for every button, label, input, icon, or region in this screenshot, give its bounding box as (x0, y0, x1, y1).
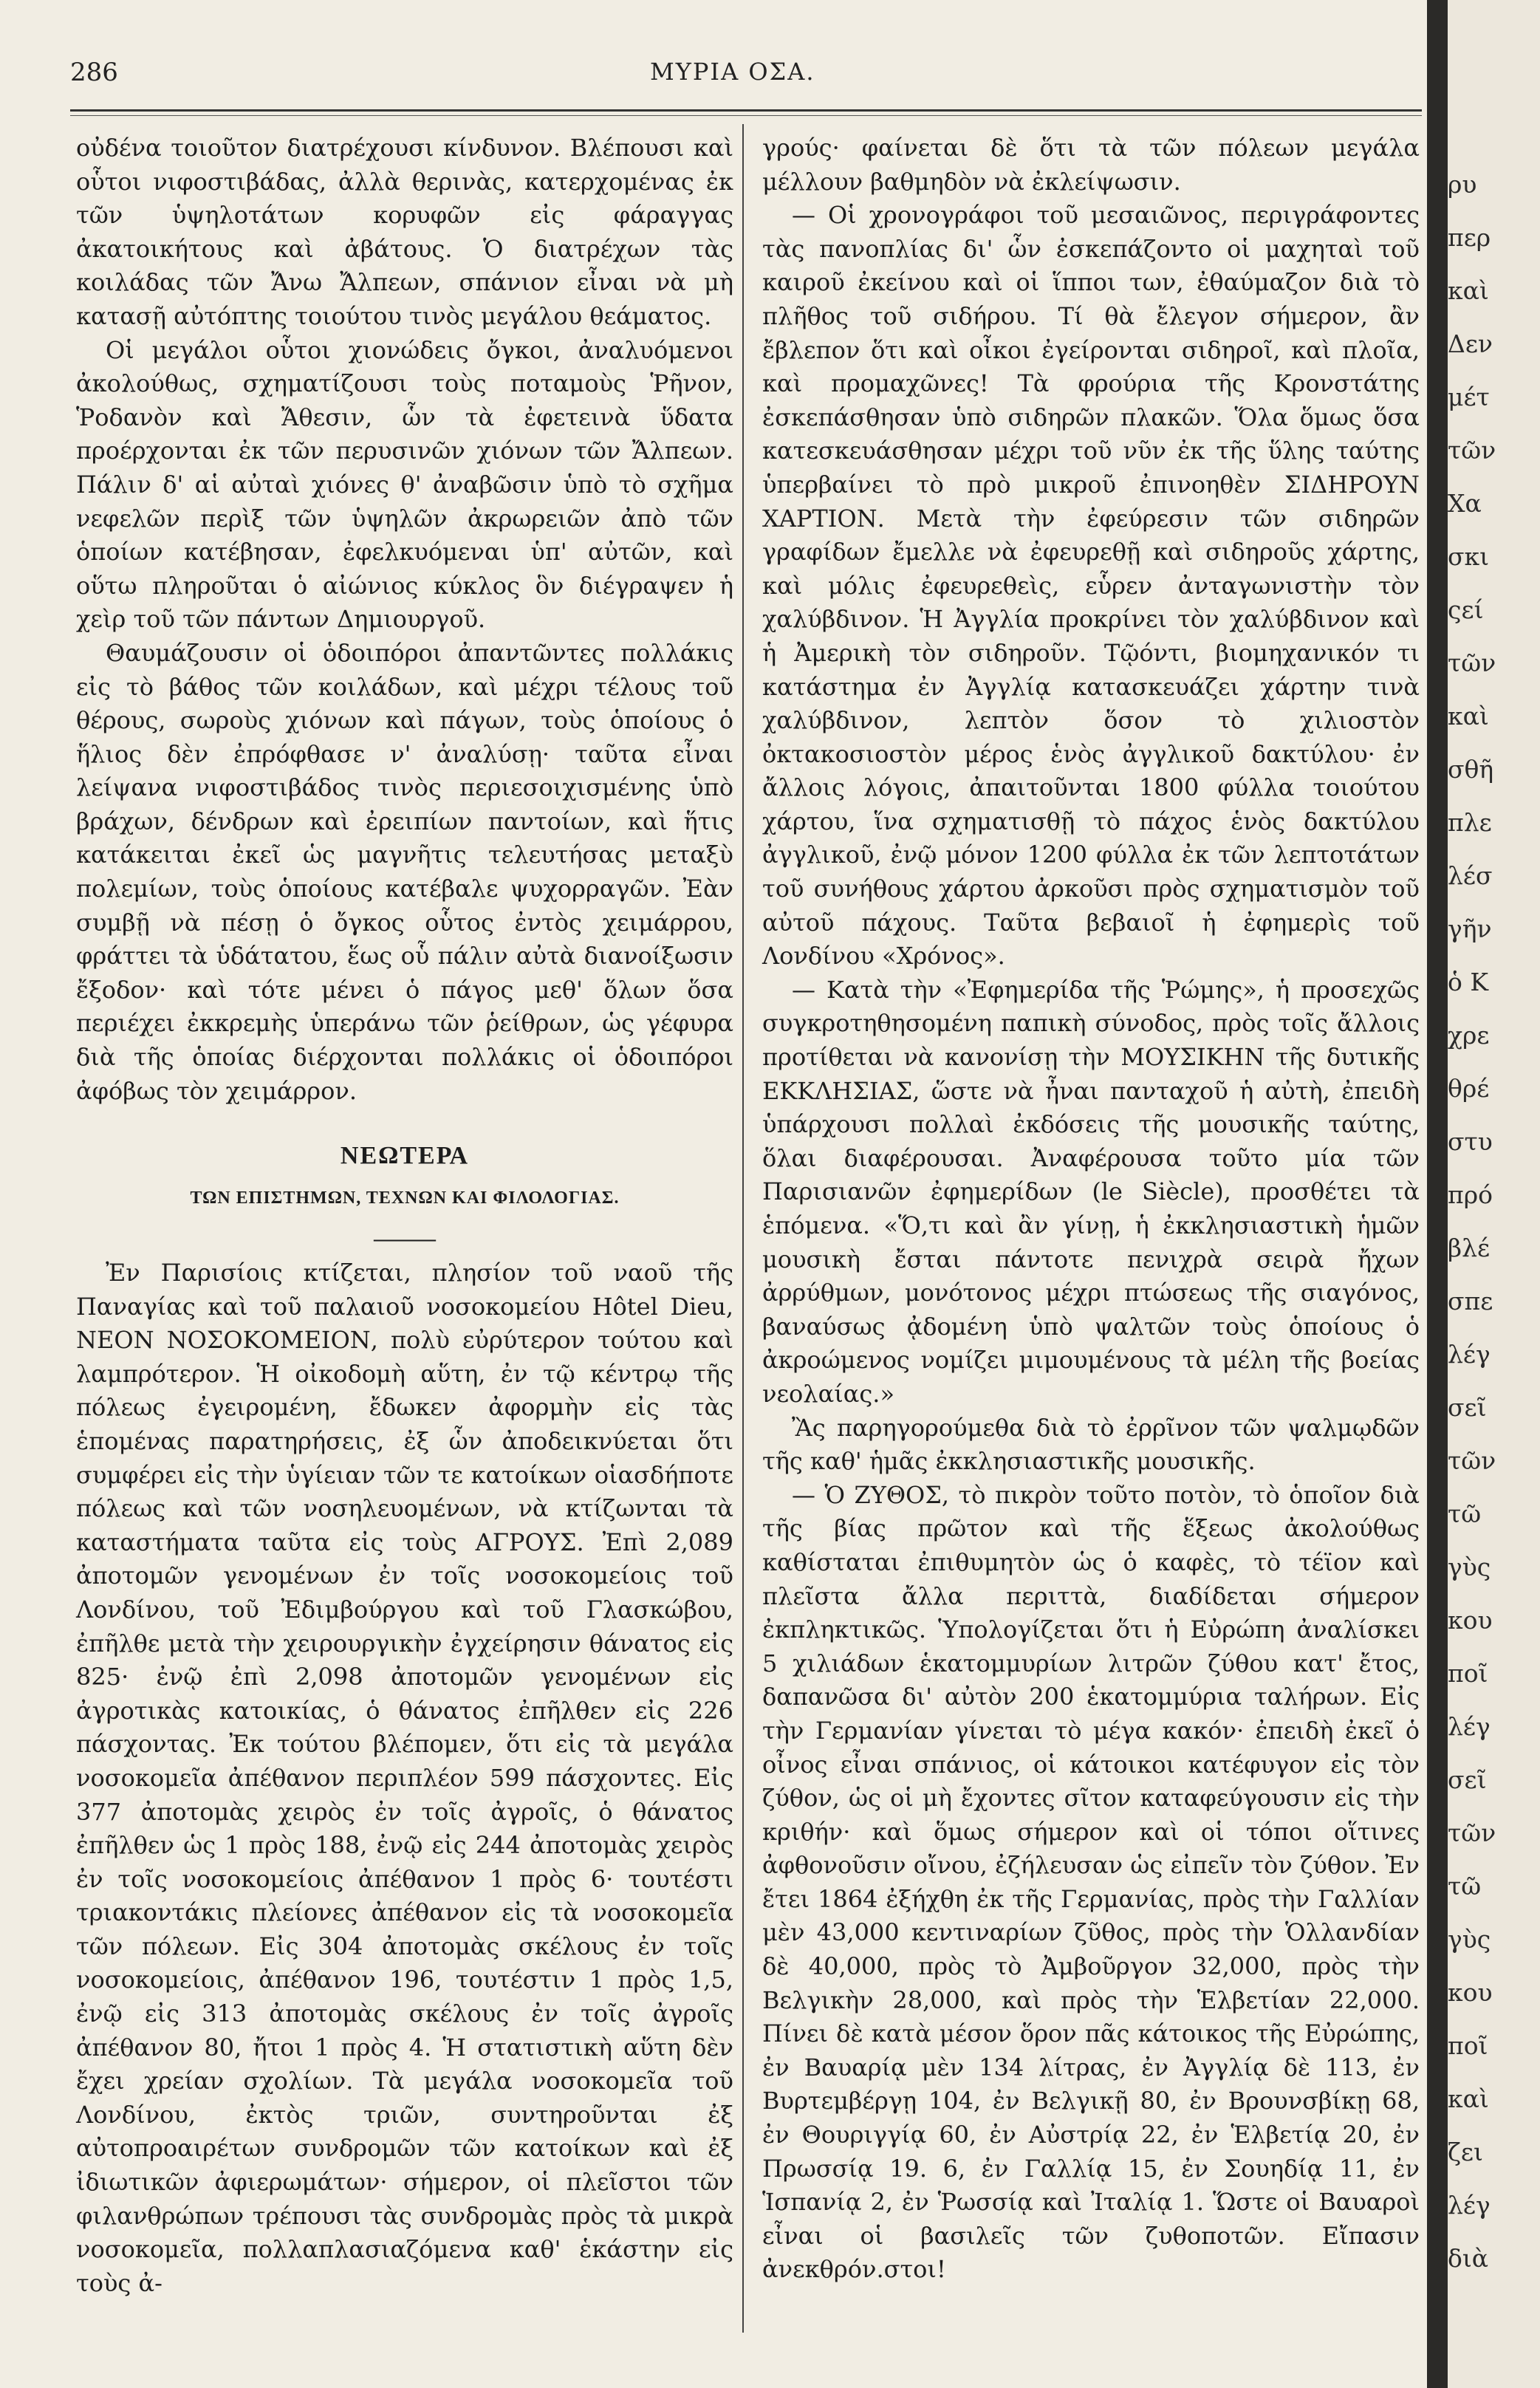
next-page-fragment: ςεί (1448, 595, 1484, 624)
paragraph: — Ὁ ΖΥΘΟΣ, τὸ πικρὸν τοῦτο ποτὸν, τὸ ὁποῖον διὰ τῆς βίας πρῶτον καὶ τῆς ἕξεως ἀκολούθως καθίσταται ἐπιθυμητὸν ὡς ὁ καφὲς, τὸ τέϊον καὶ πλεῖστα ἄλλα περιττὰ, διαδίδεται σήμερον ἐκπληκτικῶς. Ὑπολογίζεται ὅτι ἡ Εὐρώπη ἀναλίσκει 5 χιλιάδων ἑκατομμυρίων λιτρῶν ζύθου κατ' ἔτος, δαπανῶσα δι' αὐτὸν 200 ἑκατομμύρια ταλήρων. Εἰς τὴν Γερμανίαν γίνεται τὸ μέγα κακόν· ἐπειδὴ ἐκεῖ ὁ οἶνος εἶναι σπάνιος, οἱ κάτοικοι κατέφυγον εἰς τὸν ζύθον, ὡς οἱ μὴ ἔχοντες σῖτον καταφεύγουσιν εἰς τὴν κριθήν· καὶ ὅμως σήμερον καὶ οἱ τόποι οἵτινες ἀφθονοῦσιν οἴνου, ἐζήλευσαν ὡς εἰπεῖν τὸν ζύθον. Ἐν ἔτει 1864 ἐξήχθη ἐκ τῆς Γερμανίας, πρὸς τὴν Γαλλίαν μὲν 43,000 κεντιναρίων ζῦθος, πρὸς τὴν Ὁλλανδίαν δὲ 40,000, πρὸς τὸ Ἀμβοῦργον 32,000, πρὸς τὴν Βελγικὴν 28,000, καὶ πρὸς τὴν Ἑλβετίαν 22,000. Πίνει δὲ κατὰ μέσον ὅρον πᾶς κάτοικος τῆς Εὐρώπης, ἐν Βαυαρίᾳ μὲν 134 λίτρας, ἐν Ἀγγλίᾳ δὲ 113, ἐν Βυρτεμβέργῃ 104, ἐν Βελγικῇ 80, ἐν Βρουνσβίκῃ 68, ἐν Θουριγγίᾳ 60, ἐν Αὐστρίᾳ 22, ἐν Ἑλβετίᾳ 20, ἐν Πρωσσίᾳ 19. 6, ἐν Γαλλίᾳ 15, ἐν Σουηδίᾳ 11, ἐν Ἱσπανίᾳ 2, ἐν Ῥωσσίᾳ καὶ Ἰταλίᾳ 1. Ὥστε οἱ Βαυαροὶ εἶναι οἱ βασιλεῖς τῶν ζυθοποτῶν. Εἴπασιν ἀνεκθρόν.στοι! (762, 1480, 1420, 2284)
next-page-fragment: Χα (1448, 489, 1482, 518)
next-page-fragment: διὰ (1448, 2244, 1489, 2273)
next-page-fragment: πλε (1448, 808, 1492, 837)
next-page-fragment: τῶν (1448, 1819, 1496, 1847)
next-page-edge (1448, 0, 1540, 2388)
next-page-fragment: χρε (1448, 1021, 1490, 1050)
paragraph: Ἂς παρηγορούμεθα διὰ τὸ ἐρρῖνον τῶν ψαλμῳδῶν τῆς καθ' ἡμᾶς ἐκκλησιαστικῆς μουσικῆς. (762, 1413, 1420, 1476)
next-page-fragment: πρό (1448, 1180, 1493, 1209)
page-number: 286 (70, 58, 118, 87)
section-title: ΝΕΩΤΕΡΑ (340, 1142, 470, 1170)
page-gutter (1427, 0, 1448, 2388)
next-page-fragment: λέσ (1448, 861, 1493, 890)
next-page-fragment: περ (1448, 223, 1491, 252)
next-page-fragment: λέγ (1448, 1340, 1491, 1369)
section-heading (76, 1139, 733, 1256)
next-page-fragment: σπε (1448, 1287, 1493, 1316)
section-separator: ——— (374, 1228, 436, 1251)
next-page-fragment: γὺς (1448, 1925, 1491, 1954)
right-column (762, 131, 1420, 2287)
next-page-fragment: καὶ (1448, 276, 1489, 305)
next-page-fragment: τῶ (1448, 1499, 1482, 1528)
next-page-fragment: κου (1448, 1606, 1493, 1635)
next-page-fragment: λέγ (1448, 1712, 1491, 1741)
next-page-fragment: κου (1448, 1978, 1493, 2007)
page-header (70, 58, 1474, 95)
section-subtitle: ΤΩΝ ΕΠΙΣΤΗΜΩΝ, ΤΕΧΝΩΝ ΚΑΙ ΦΙΛΟΛΟΓΙΑΣ. (190, 1188, 620, 1208)
next-page-fragment: σκι (1448, 542, 1490, 571)
next-page-fragment: στυ (1448, 1127, 1493, 1156)
next-page-fragment: ρυ (1448, 170, 1477, 199)
next-page-fragment: τῶ (1448, 1872, 1482, 1901)
left-column (76, 131, 733, 2300)
running-title: ΜΥΡΙΑ ΟΣΑ. (650, 58, 815, 86)
next-page-fragment: ὁ Κ (1448, 968, 1489, 996)
next-page-fragment: τῶν (1448, 1446, 1496, 1475)
next-page-fragment: σεῖ (1448, 1393, 1487, 1422)
paragraph: γρούς· φαίνεται δὲ ὅτι τὰ τῶν πόλεων μεγάλα μέλλουν βαθμηδὸν νὰ ἐκλείψωσιν. (762, 134, 1420, 196)
next-page-fragment: ποῖ (1448, 1659, 1488, 1688)
next-page-fragment: μέτ (1448, 383, 1490, 411)
paragraph: οὐδένα τοιοῦτον διατρέχουσι κίνδυνον. Βλέπουσι καὶ οὗτοι νιφοστιβάδας, ἀλλὰ θερινὰς, κατερχομένας ἐκ τῶν ὑψηλοτάτων κορυφῶν εἰς φάραγγας ἀκατοικήτους καὶ ἀβάτους. Ὁ διατρέχων τὰς κοιλάδας τῶν Ἄνω Ἄλπεων, σπάνιον εἶναι νὰ μὴ κατασῇ αὐτόπτης τοιούτου τινὸς μεγάλου θεάματος. (76, 134, 733, 330)
paragraph: — Οἱ χρονογράφοι τοῦ μεσαιῶνος, περιγράφοντες τὰς πανοπλίας δι' ὧν ἐσκεπάζοντο οἱ μαχηταὶ τοῦ καιροῦ ἐκείνου καὶ οἱ ἵπποι των, ἐθαύμαζον διὰ τὸ πλῆθος τοῦ σιδήρου. Τί θὰ ἔλεγον σήμερον, ἂν ἔβλεπον ὅτι καὶ οἶκοι ἐγείρονται σιδηροῖ, καὶ πλοῖα, καὶ προμαχῶνες! Τὰ φρούρια τῆς Κρονστάτης ἐσκεπάσθησαν ὑπὸ σιδηρῶν πλακῶν. Ὅλα ὅμως ὅσα κατεσκευάσθησαν μέχρι τοῦ νῦν ἐκ τῆς ὕλης ταύτης ὑπερβαίνει τὸ πρὸ μικροῦ ἐπινοηθὲν ΣΙΔΗΡΟΥΝ ΧΑΡΤΙΟΝ. Μετὰ τὴν ἐφεύρεσιν τῶν σιδηρῶν γραφίδων ἔμελλε νὰ ἐφευρεθῇ καὶ σιδηροῦς χάρτης, καὶ μόλις ἐφευρεθεὶς, εὗρεν ἀνταγωνιστὴν τὸν χαλύβδινον. Ἡ Ἀγγλία προκρίνει τὸν χαλύβδινον καὶ ἡ Ἀμερικὴ τὸν σιδηροῦν. Τῷόντι, βιομηχανικόν τι κατάστημα ἐν Ἀγγλίᾳ κατασκευάζει χάρτην τινὰ χαλύβδινον, λεπτὸν ὅσον τὸ χιλιοστὸν ὀκτακοσιοστὸν μέρος ἑνὸς ἀγγλικοῦ δακτύλου· ἐν ἄλλοις λόγοις, ἀπαιτοῦνται 1800 φύλλα τοιούτου χάρτου, ἵνα σχηματισθῇ τὸ πάχος ἑνὸς δακτύλου ἀγγλικοῦ, ἐνῷ μόνον 1200 φύλλα ἐκ τῶν λεπτοτάτων τοῦ συνήθους χάρτου ἀρκοῦσι πρὸς σχηματισμὸν τοῦ αὐτοῦ πάχους. Ταῦτα βεβαιοῖ ἡ ἐφημερὶς τοῦ Λονδίνου «Χρόνος». (762, 201, 1420, 971)
column-divider (742, 124, 744, 2333)
next-page-fragment: γῆν (1448, 914, 1492, 943)
next-page-fragment: καὶ (1448, 702, 1489, 731)
next-page-fragment: βλέ (1448, 1234, 1491, 1262)
header-rule-thin (70, 115, 1422, 116)
next-page-fragment: σεῖ (1448, 1765, 1487, 1794)
header-rule (70, 109, 1422, 112)
next-page-fragment: τῶν (1448, 649, 1496, 677)
paragraph: Οἱ μεγάλοι οὗτοι χιονώδεις ὄγκοι, ἀναλυόμενοι ἀκολούθως, σχηματίζουσι τοὺς ποταμοὺς Ῥῆνον, Ῥοδανὸν καὶ Ἄθεσιν, ὧν τὰ ἐφετεινὰ ὕδατα προέρχονται ἐκ τῶν περυσινῶν χιόνων τῶν Ἄλπεων. Πάλιν δ' αἱ αὐταὶ χιόνες θ' ἀναβῶσιν ὑπὸ τὸ σχῆμα νεφελῶν περὶξ τῶν ὑψηλῶν ἀκρωρειῶν ἀπὸ τῶν ὁποίων κατέβησαν, ἐφελκυόμεναι ὑπ' αὐτῶν, καὶ οὕτω πληροῦται ὁ αἰώνιος κύκλος ὃν διέγραψεν ἡ χεὶρ τοῦ τῶν πάντων Δημιουργοῦ. (76, 335, 733, 634)
next-page-fragment: λέγ (1448, 2191, 1491, 2220)
next-page-fragment: ζει (1448, 2138, 1483, 2166)
paragraph: Ἐν Παρισίοις κτίζεται, πλησίον τοῦ ναοῦ τῆς Παναγίας καὶ τοῦ παλαιοῦ νοσοκομείου Hôtel Dieu, ΝΕΟΝ ΝΟΣΟΚΟΜΕΙΟΝ, πολὺ εὐρύτερον τούτου καὶ λαμπρότερον. Ἡ οἰκοδομὴ αὕτη, ἐν τῷ κέντρῳ τῆς πόλεως ἐγειρομένη, ἔδωκεν ἀφορμὴν εἰς τὰς ἑπομένας παρατηρήσεις, ἐξ ὧν ἀποδεικνύεται ὅτι συμφέρει εἰς τὴν ὑγίειαν τῶν τε κατοίκων οἱασδήποτε πόλεως καὶ τῶν νοσηλευομένων, νὰ κτίζωνται τὰ καταστήματα ταῦτα εἰς τοὺς ΑΓΡΟΥΣ. Ἐπὶ 2,089 ἀποτομῶν γενομένων ἐν τοῖς νοσοκομείοις τοῦ Λονδίνου, τοῦ Ἐδιμβούργου καὶ τοῦ Γλασκώβου, ἐπῆλθε μετὰ τὴν χειρουργικὴν ἐγχείρησιν θάνατος εἰς 825· ἐνῷ ἐπὶ 2,098 ἀποτομῶν γενομένων εἰς ἀγροτικὰς κατοικίας, ὁ θάνατος ἐπῆλθεν εἰς 226 πάσχοντας. Ἐκ τούτου βλέπομεν, ὅτι εἰς τὰ μεγάλα νοσοκομεῖα ἀπέθανον περιπλέον 599 πάσχοντες. Εἰς 377 ἀποτομὰς χειρὸς ἐν τοῖς ἀγροῖς, ὁ θάνατος ἐπῆλθεν ὡς 1 πρὸς 188, ἐνῷ εἰς 244 ἀποτομὰς χειρὸς ἐν τοῖς νοσοκομείοις ἀπέθανον 1 πρὸς 6· τουτέστι τριακοντάκις πλείονες ἀπέθανον εἰς τὰ νοσοκομεῖα τῶν πόλεων. Εἰς 304 ἀποτομὰς σκέλους ἐν τοῖς νοσοκομείοις, ἀπέθανον 196, τουτέστιν 1 πρὸς 1,5, ἐνῷ εἰς 313 ἀποτομὰς σκέλους ἐν τοῖς ἀγροῖς ἀπέθανον 80, ἤτοι 1 πρὸς 4. Ἡ στατιστικὴ αὕτη δὲν ἔχει χρείαν σχολίων. Τὰ μεγάλα νοσοκομεῖα τοῦ Λονδίνου, ἐκτὸς τριῶν, συντηροῦνται ἐξ αὐτοπροαιρέτων συνδρομῶν τῶν κατοίκων καὶ ἐξ ἰδιωτικῶν ἀφιερωμάτων· σήμερον, οἱ πλεῖστοι τῶν φιλανθρώπων τρέπουσι τὰς συνδρομὰς πρὸς τὰ μικρὰ νοσοκομεῖα, πολλαπλασιαζόμενα καθ' ἑκάστην εἰς τοὺς ἀ- (76, 1259, 733, 2297)
next-page-fragment: θρέ (1448, 1074, 1490, 1103)
next-page-fragment: Δεν (1448, 329, 1493, 358)
next-page-fragment: γὺς (1448, 1553, 1491, 1581)
paragraph: — Κατὰ τὴν «Ἐφημερίδα τῆς Ῥώμης», ἡ προσεχῶς συγκροτηθησομένη παπικὴ σύνοδος, πρὸς τοῖς ἄλλοις προτίθεται νὰ κανονίσῃ τὴν ΜΟΥΣΙΚΗΝ τῆς δυτικῆς ΕΚΚΛΗΣΙΑΣ, ὥστε νὰ ἦναι πανταχοῦ ἡ αὐτὴ, ἐπειδὴ ὑπάρχουσι πολλαὶ ἐκδόσεις τῆς μουσικῆς ταύτης, ὅλαι διαφέρουσαι. Ἀναφέρουσα τοῦτο μία τῶν Παρισιανῶν ἐφημερίδων (le Siècle), προσθέτει τὰ ἑπόμενα. «Ὅ,τι καὶ ἂν γίνῃ, ἡ ἐκκλησιαστικὴ ἡμῶν μουσικὴ ἔσται πάντοτε πενιχρὰ σειρὰ ἤχων ἀρρύθμων, μονότονος μέχρι πτώσεως τῆς σιαγόνος, βαναύσως ᾀδομένη ὑπὸ ψαλτῶν τοὺς ὁποίους ὁ ἀκροώμενος νομίζει μιμουμένους τὰ μέλη τῆς βοείας νεολαίας.» (762, 975, 1420, 1408)
next-page-fragment: ποῖ (1448, 2031, 1488, 2060)
next-page-fragment: καὶ (1448, 2084, 1489, 2113)
next-page-fragment: σθῆ (1448, 755, 1494, 784)
paragraph: Θαυμάζουσιν οἱ ὁδοιπόροι ἀπαντῶντες πολλάκις εἰς τὸ βάθος τῶν κοιλάδων, καὶ μέχρι τέλους τοῦ θέρους, σωροὺς χιόνων καὶ πάγων, τοὺς ὁποίους ὁ ἥλιος δὲν ἐπρόφθασε ν' ἀναλύσῃ· ταῦτα εἶναι λείψανα νιφοστιβάδος τινὸς περιεσοιχισμένης ὑπὸ βράχων, δένδρων καὶ ἐρειπίων παντοίων, καὶ ἥτις κατάκειται ἐκεῖ ὡς μαγνῆτις τελευτήσας μεταξὺ πολεμίων, τοὺς ὁποίους κατέβαλε ψυχορραγῶν. Ἐὰν συμβῇ νὰ πέσῃ ὁ ὄγκος οὗτος ἐντὸς χειμάρρου, φράττει τὰ ὑδάτατου, ἕως οὗ πάλιν αὐτὰ διανοίξωσιν ἔξοδον· καὶ τότε μένει ὁ πάγος μεθ' ὅλων ὅσα περιέχει ἐκκρεμὴς ὑπεράνω τῶν ῥείθρων, ὡς γέφυρα διὰ τῆς ὁποίας διέρχονται πολλάκις οἱ ὁδοιπόροι ἀφόβως τὸν χειμάρρον. (76, 638, 733, 1105)
next-page-fragment: τῶν (1448, 436, 1496, 465)
